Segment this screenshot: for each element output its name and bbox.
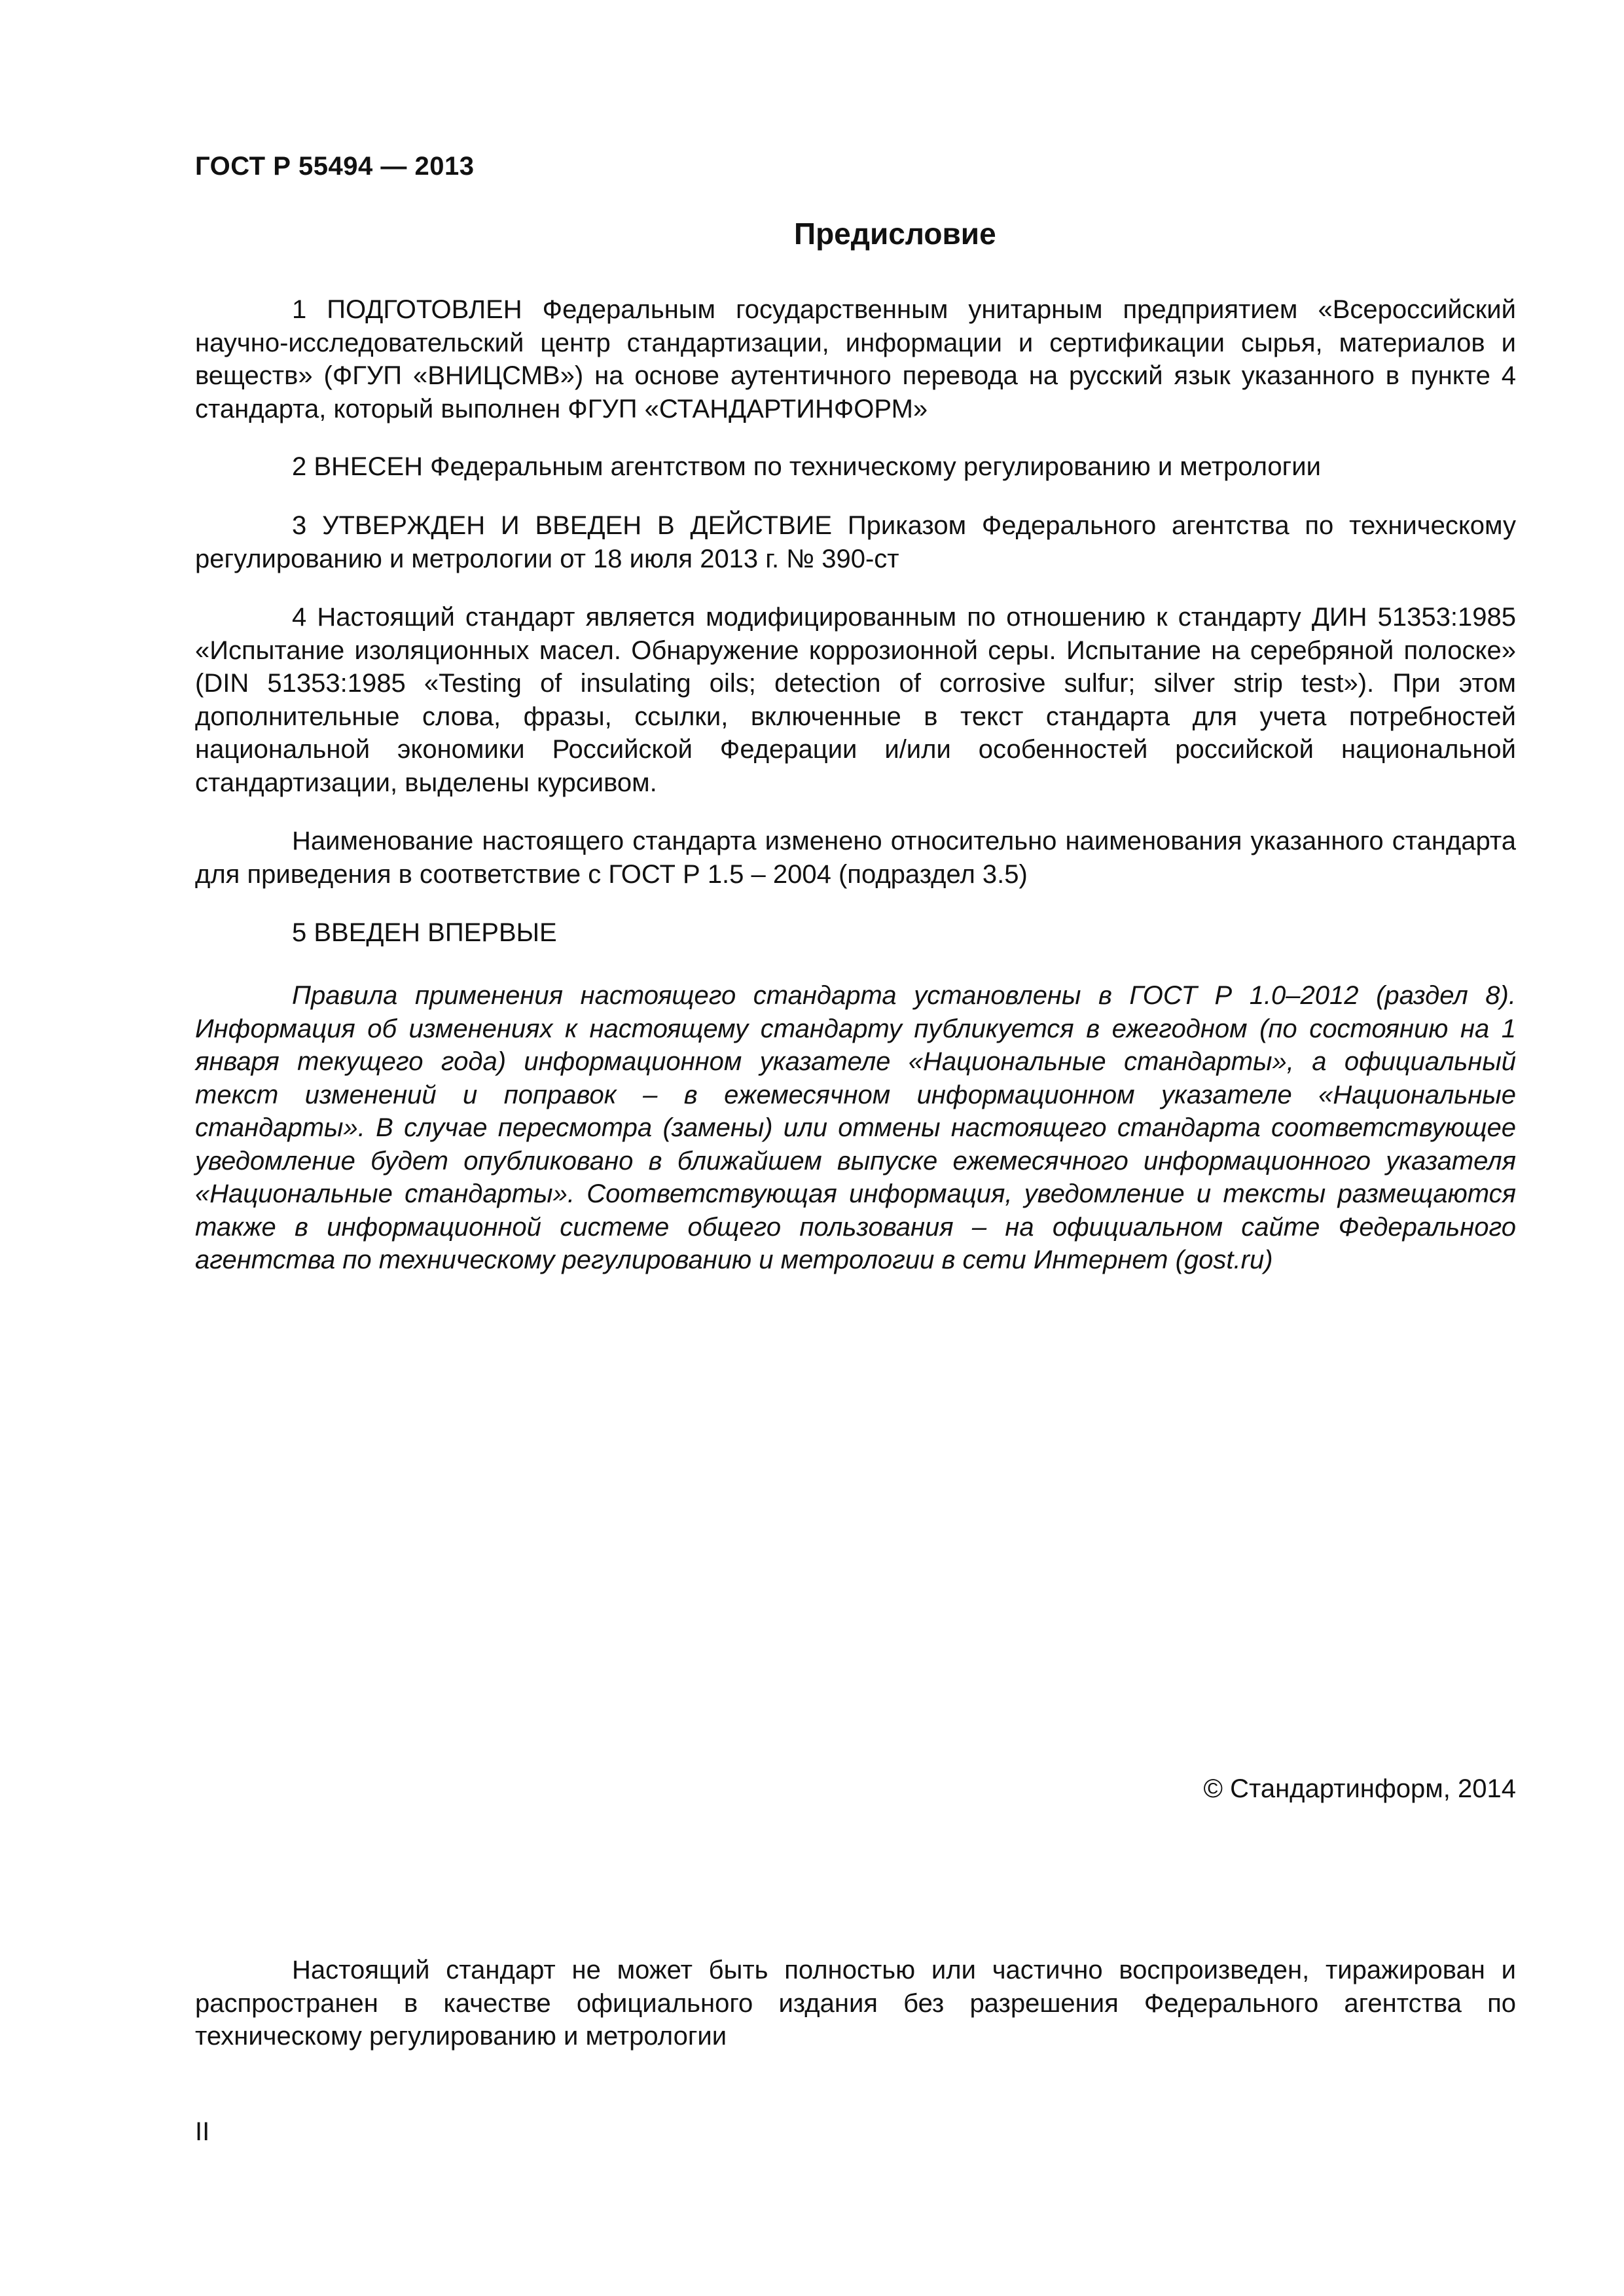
paragraph-prepared-by <box>195 293 1516 425</box>
paragraph-text: Настоящий стандарт не может быть полностью или частично воспроизведен, тиражирован и распространен в качестве официального издания без разрешения Федерального агентства по техническому регулированию и метрологии <box>195 1956 1516 2051</box>
copyright-notice: © Стандартинформ, 2014 <box>1203 1774 1516 1803</box>
paragraph-text: 4 Настоящий стандарт является модифицированным по отношению к стандарту ДИН 51353:1985 «Испытание изоляционных масел. Обнаружение коррозионной серы. Испытание на серебряной полоске» (DIN 51353:1985 «Testing of insulating oils; detection of corrosive sulfur; silver strip test»). При этом дополнительные слова, фразы, ссылки, включенные в текст стандарта для учета потребностей национальной экономики Российской Федерации и/или особенностей российской национальной стандартизации, выделены курсивом. <box>195 603 1516 797</box>
paragraph-approved <box>195 509 1516 575</box>
reproduction-notice <box>195 1954 1516 2053</box>
paragraph-application-rules <box>195 979 1516 1277</box>
paragraph-first-introduced <box>195 916 1516 950</box>
paragraph-name-change <box>195 825 1516 891</box>
paragraph-text: 5 ВВЕДЕН ВПЕРВЫЕ <box>292 918 557 947</box>
paragraph-text: Наименование настоящего стандарта изменено относительно наименования указанного стандарта для приведения в соответствие с ГОСТ Р 1.5 – 2004 (подраздел 3.5) <box>195 827 1516 889</box>
page-title: Предисловие <box>794 217 996 251</box>
paragraph-text: Правила применения настоящего стандарта установлены в ГОСТ Р 1.0–2012 (раздел 8). Информация об изменениях к настоящему стандарту публикуется в ежегодном (по состоянию на 1 января текущего года) информационном указателе «Национальные стандарты», а официальный текст изменений и поправок – в ежемесячном информационном указателе «Национальные стандарты». В случае пересмотра (замены) или отмены настоящего стандарта соответствующее уведомление будет опубликовано в ближайшем выпуске ежемесячного информационного указателя «Национальные стандарты». Соответствующая информация, уведомление и тексты размещаются также в информационной системе общего пользования – на официальном сайте Федерального агентства по техническому регулированию и метрологии в сети Интернет (gost.ru) <box>195 981 1516 1274</box>
paragraph-text: 3 УТВЕРЖДЕН И ВВЕДЕН В ДЕЙСТВИЕ Приказом Федерального агентства по техническому регулированию и метрологии от 18 июля 2013 г. № 390-ст <box>195 511 1516 573</box>
paragraph-text: 1 ПОДГОТОВЛЕН Федеральным государственным унитарным предприятием «Всероссийский научно-исследовательский центр стандартизации, информации и сертификации сырья, материалов и веществ» (ФГУП «ВНИЦСМВ») на основе аутентичного перевода на русский язык указанного в пункте 4 стандарта, который выполнен ФГУП «СТАНДАРТИНФОРМ» <box>195 295 1516 423</box>
paragraph-text: 2 ВНЕСЕН Федеральным агентством по техническому регулированию и метрологии <box>292 452 1321 481</box>
standard-designation: ГОСТ Р 55494 — 2013 <box>195 152 475 181</box>
paragraph-introduced-by <box>195 450 1516 484</box>
page-number: II <box>195 2117 210 2146</box>
paragraph-modified-standard <box>195 601 1516 799</box>
